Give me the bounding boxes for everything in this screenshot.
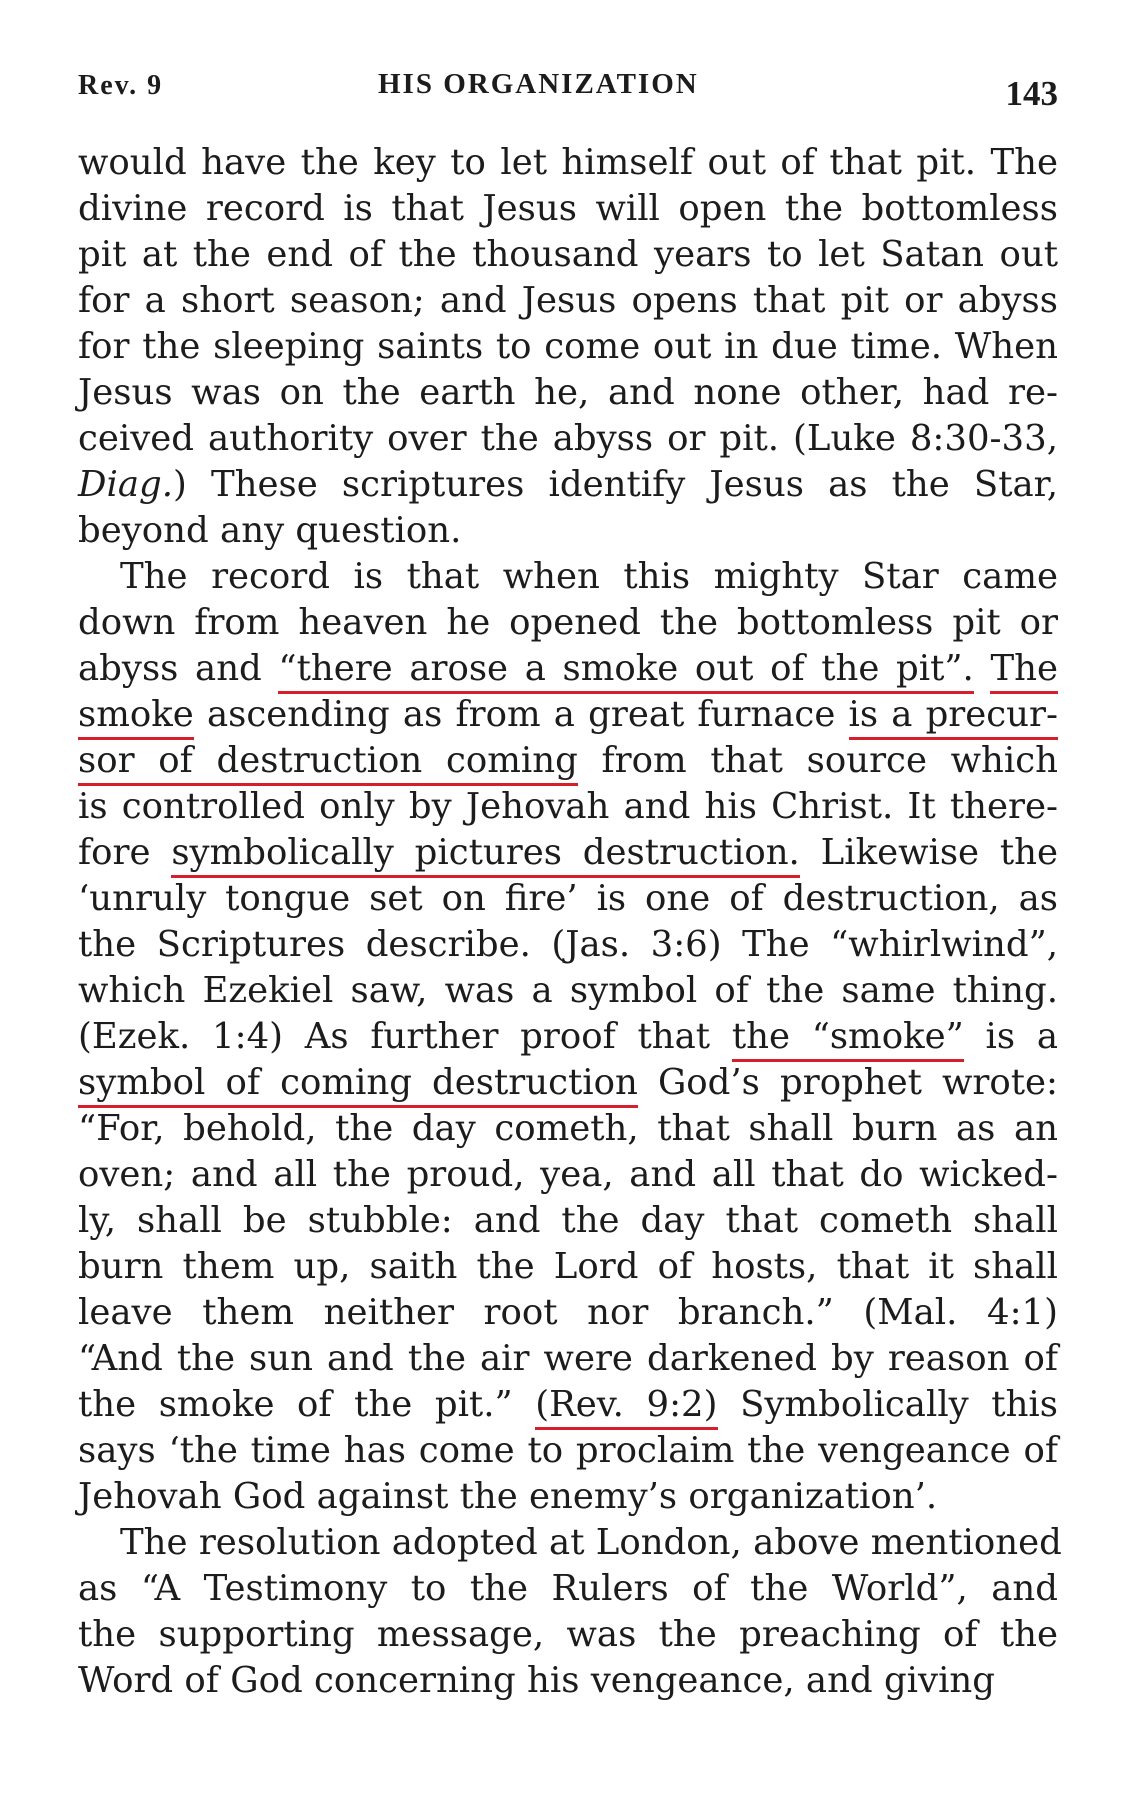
- underlined-phrase: symbolically pictures destruction.: [171, 832, 800, 878]
- text-segment: for the sleeping saints to come out in due time. When: [78, 326, 1058, 367]
- text-segment: as “A Testimony to the Rulers of the World”, and: [78, 1568, 1058, 1609]
- text-line: [78, 370, 1058, 416]
- text-line: [78, 508, 1058, 554]
- underlined-phrase: smoke: [78, 694, 194, 740]
- underlined-phrase: “there arose a smoke out of the pit”.: [278, 648, 973, 694]
- text-segment: [974, 648, 991, 689]
- text-segment: from that source which: [577, 740, 1058, 781]
- text-segment: beyond any question.: [78, 510, 462, 551]
- text-line: [78, 1060, 1058, 1106]
- text-segment: ascending as from a great furnace: [193, 694, 849, 735]
- text-segment: down from heaven he opened the bottomless pit or: [78, 602, 1058, 643]
- text-segment: ‘unruly tongue set on fire’ is one of destruction, as: [78, 878, 1058, 919]
- text-line: [78, 1382, 1058, 1428]
- text-segment: pit at the end of the thousand years to let Satan out: [78, 234, 1058, 275]
- text-segment: burn them up, saith the Lord of hosts, that it shall: [78, 1246, 1058, 1287]
- text-line: [78, 278, 1058, 324]
- underlined-phrase: symbol of coming destruction: [78, 1062, 638, 1108]
- paragraph: [78, 1520, 1062, 1704]
- paragraph: [78, 140, 1058, 554]
- text-segment: the Scriptures describe. (Jas. 3:6) The “whirlwind”,: [78, 924, 1058, 965]
- text-line: [78, 1198, 1058, 1244]
- text-line: [78, 140, 1058, 186]
- text-line: [78, 1152, 1058, 1198]
- paragraph: [78, 554, 1058, 1520]
- chapter-reference: Rev. 9: [78, 70, 164, 101]
- text-line: [78, 1612, 1058, 1658]
- text-line: [78, 1014, 1058, 1060]
- text-line: [78, 1566, 1058, 1612]
- text-segment: Jehovah God against the enemy’s organization’.: [78, 1476, 938, 1517]
- running-header: [78, 62, 1058, 122]
- text-line: [78, 1244, 1058, 1290]
- text-segment: Jesus was on the earth he, and none other, had re-: [78, 372, 1058, 413]
- page-number: 143: [1005, 74, 1058, 113]
- text-segment: Likewise the: [799, 832, 1059, 873]
- text-segment: would have the key to let himself out of that pit. The: [78, 142, 1058, 183]
- text-segment: ) These scriptures identify Jesus as the Star,: [173, 464, 1058, 505]
- text-line: [78, 324, 1058, 370]
- text-line: [78, 1290, 1058, 1336]
- text-line: [78, 462, 1058, 508]
- text-line: [78, 830, 1058, 876]
- text-segment: God’s prophet wrote:: [637, 1062, 1058, 1103]
- text-segment: which Ezekiel saw, was a symbol of the same thing.: [78, 970, 1058, 1011]
- text-line: [78, 1106, 1058, 1152]
- text-segment: oven; and all the proud, yea, and all that do wicked-: [78, 1154, 1058, 1195]
- text-segment: ceived authority over the abyss or pit. (Luke 8:30-33,: [78, 418, 1058, 459]
- text-line: [78, 600, 1058, 646]
- text-segment: divine record is that Jesus will open the bottomless: [78, 188, 1058, 229]
- underlined-phrase: (Rev. 9:2): [535, 1384, 717, 1430]
- text-line: [78, 416, 1058, 462]
- text-segment: “For, behold, the day cometh, that shall burn as an: [78, 1108, 1058, 1149]
- text-segment: ly, shall be stubble: and the day that cometh shall: [78, 1200, 1058, 1241]
- text-segment: the smoke of the pit.”: [78, 1384, 536, 1425]
- text-segment: leave them neither root nor branch.” (Mal. 4:1): [78, 1292, 1058, 1333]
- text-line: [78, 1474, 1058, 1520]
- text-segment: The resolution adopted at London, above mentioned: [120, 1522, 1062, 1563]
- text-segment: Symbolically this: [717, 1384, 1059, 1425]
- text-segment: is controlled only by Jehovah and his Christ. It there-: [78, 786, 1058, 827]
- text-line: [78, 784, 1058, 830]
- text-segment: Diag.: [78, 464, 173, 505]
- text-segment: the supporting message, was the preaching of the: [78, 1614, 1058, 1655]
- text-line: [78, 968, 1058, 1014]
- text-line: [78, 876, 1058, 922]
- text-line: [78, 646, 1058, 692]
- text-segment: “And the sun and the air were darkened by reason of: [78, 1338, 1058, 1379]
- text-line: [78, 1336, 1058, 1382]
- body-text: [78, 140, 1062, 1704]
- text-segment: (Ezek. 1:4) As further proof that: [78, 1016, 732, 1057]
- text-line: [78, 1520, 1062, 1566]
- book-page: [78, 62, 1062, 1704]
- running-title: HIS ORGANIZATION: [378, 68, 699, 100]
- text-segment: fore: [78, 832, 172, 873]
- text-line: [78, 554, 1058, 600]
- text-segment: abyss and: [78, 648, 279, 689]
- underlined-phrase: The: [990, 648, 1058, 694]
- underlined-phrase: is a precur-: [849, 694, 1059, 740]
- text-line: [78, 692, 1058, 738]
- text-line: [78, 1658, 1058, 1704]
- text-line: [78, 738, 1058, 784]
- text-segment: says ‘the time has come to proclaim the vengeance of: [78, 1430, 1058, 1471]
- underlined-phrase: sor of destruction coming: [78, 740, 578, 786]
- text-segment: The record is that when this mighty Star came: [120, 556, 1058, 597]
- text-line: [78, 922, 1058, 968]
- text-line: [78, 186, 1058, 232]
- text-line: [78, 232, 1058, 278]
- text-segment: is a: [963, 1016, 1059, 1057]
- underlined-phrase: the “smoke”: [732, 1016, 964, 1062]
- text-segment: for a short season; and Jesus opens that pit or abyss: [78, 280, 1058, 321]
- text-line: [78, 1428, 1058, 1474]
- text-segment: Word of God concerning his vengeance, and giving: [78, 1660, 996, 1701]
